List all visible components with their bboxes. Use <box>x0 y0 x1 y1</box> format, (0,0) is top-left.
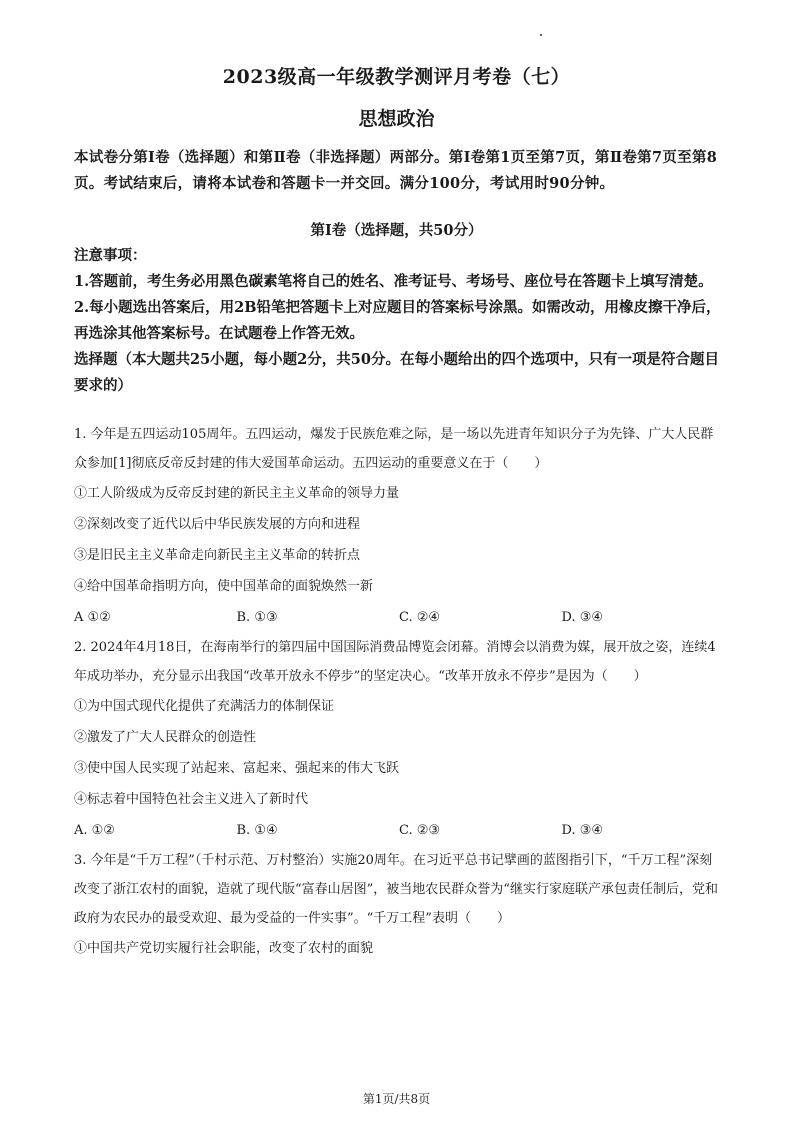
question-1-statement-2: ②深刻改变了近代以后中华民族发展的方向和进程 <box>74 517 361 532</box>
notes-heading: 注意事项： <box>74 247 147 264</box>
notes-block <box>74 243 724 399</box>
question-2-answer-c: C. ②③ <box>399 823 441 838</box>
section-title: 第Ⅰ卷（选择题，共50分） <box>310 222 483 239</box>
question-2-answer-a: A. ①② <box>74 823 115 838</box>
question-2-answer-d: D. ③④ <box>561 823 604 838</box>
question-2-stem: 2. 2024年4月18日，在海南举行的第四届中国国际消费品博览会闭幕。消博会以消费为媒，展开放之姿，连续4年成功举办，充分显示出我国“改革开放永不停步”的坚定决心。“改革开放永不停步”是因为（ ） <box>74 640 716 684</box>
question-1-statement-3: ③是旧民主主义革命走向新民主主义革命的转折点 <box>74 548 361 563</box>
question-1-statement-4: ④给中国革命指明方向，使中国革命的面貌焕然一新 <box>74 579 374 594</box>
question-1-answer-c: C. ②④ <box>399 610 441 625</box>
question-2-statement-2: ②激发了广大人民群众的创造性 <box>74 730 257 745</box>
question-3-stem: 3. 今年是“千万工程”（千村示范、万村整治）实施20周年。在习近平总书记擘画的蓝图指引下，“千万工程”深刻改变了浙江农村的面貌，造就了现代版“富春山居图”，被当地农民群众誉为“继实行家庭联产承包责任制后，党和政府为农民办的最受欢迎、最为受益的一件实事”。“千万工程”表明（ ） <box>74 853 718 926</box>
question-2-statement-1: ①为中国式现代化提供了充满活力的体制保证 <box>74 699 335 714</box>
question-2-statement-4: ④标志着中国特色社会主义进入了新时代 <box>74 792 309 807</box>
question-1-answer-d: D. ③④ <box>561 610 604 625</box>
notes-item-2: 2.每小题选出答案后，用2B铅笔把答题卡上对应题目的答案标号涂黑。如需改动，用橡皮擦干净后，再选涂其他答案标号。在试题卷上作答无效。 <box>74 299 721 342</box>
question-1-stem: 1. 今年是五四运动105周年。五四运动，爆发于民族危难之际，是一场以先进青年知识分子为先锋、广大人民群众参加[1]彻底反帝反封建的伟大爱国革命运动。五四运动的重要意义在于（ ） <box>74 427 714 471</box>
choice-instruction: 选择题（本大题共25小题，每小题2分，共50分。在每小题给出的四个选项中，只有一项是符合题目要求的） <box>74 351 719 394</box>
scan-speck <box>540 34 542 36</box>
question-2-statement-3: ③使中国人民实现了站起来、富起来、强起来的伟大飞跃 <box>74 761 400 776</box>
page-number: 第1页/共8页 <box>362 1092 431 1106</box>
question-2-answers <box>74 815 724 846</box>
exam-title: 2023级高一年级教学测评月考卷（七） <box>222 66 571 88</box>
question-1-answers <box>74 602 724 633</box>
question-2-answer-b: B. ①④ <box>236 823 278 838</box>
notes-item-1: 1.答题前，考生务必用黑色碳素笔将自己的姓名、准考证号、考场号、座位号在答题卡上填写清楚。 <box>74 273 713 290</box>
question-1-answer-b: B. ①③ <box>236 610 278 625</box>
question-1-statement-1: ①工人阶级成为反帝反封建的新民主主义革命的领导力量 <box>74 486 400 501</box>
question-3-statement-1: ①中国共产党切实履行社会职能，改变了农村的面貌 <box>74 941 374 956</box>
question-1-answer-a: A ①② <box>74 610 111 625</box>
exam-intro: 本试卷分第Ⅰ卷（选择题）和第Ⅱ卷（非选择题）两部分。第Ⅰ卷第1页至第7页，第Ⅱ卷第7页至第8页。考试结束后，请将本试卷和答题卡一并交回。满分100分，考试用时90分钟。 <box>74 149 718 192</box>
subject-title: 思想政治 <box>358 108 435 130</box>
questions-block <box>74 420 724 964</box>
